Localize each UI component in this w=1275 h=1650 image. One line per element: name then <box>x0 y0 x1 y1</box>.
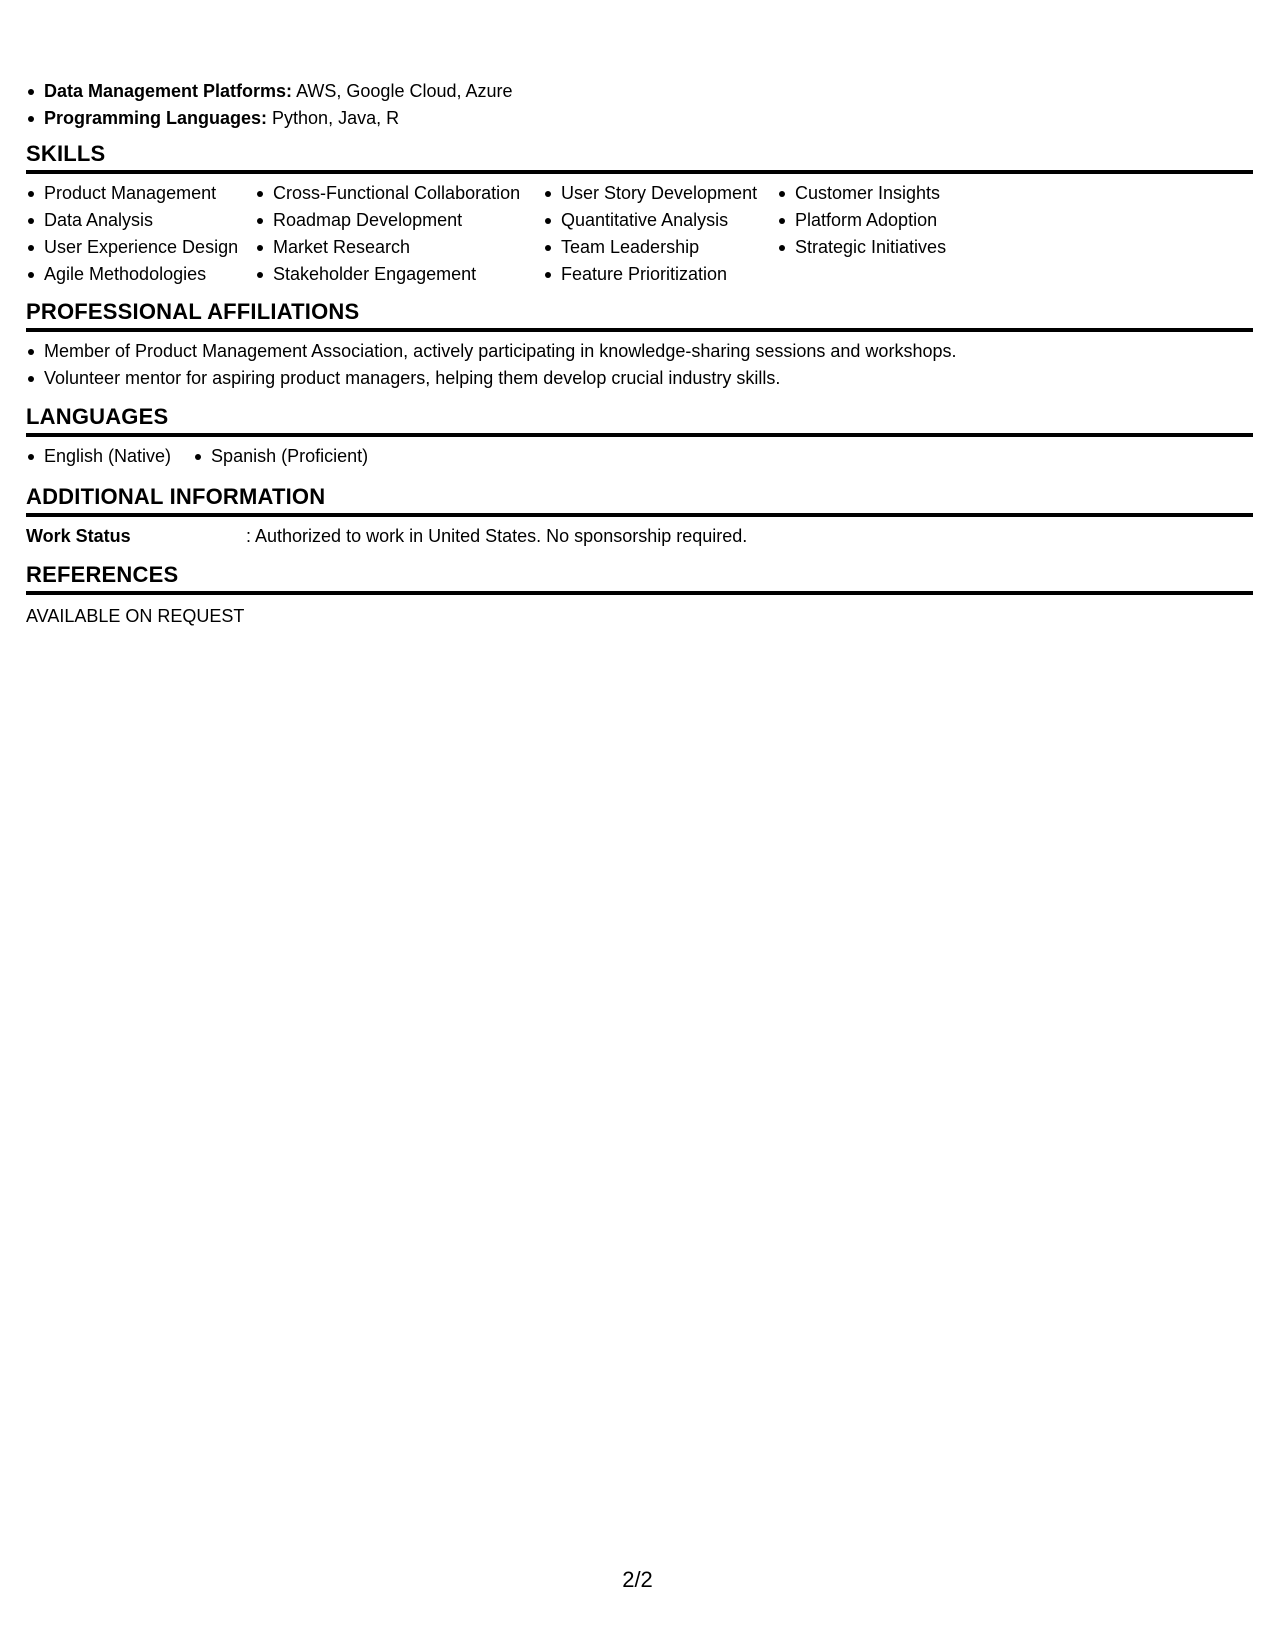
skill-item: Quantitative Analysis <box>543 207 757 234</box>
section-title: LANGUAGES <box>26 404 169 429</box>
section-title: SKILLS <box>26 141 106 166</box>
skill-item: Cross-Functional Collaboration <box>255 180 520 207</box>
section-divider <box>26 513 1253 517</box>
section-title: REFERENCES <box>26 562 179 587</box>
skill-item: User Experience Design <box>26 234 238 261</box>
work-status-label: Work Status <box>26 526 131 546</box>
skills-section <box>26 140 1253 284</box>
tech-value: AWS, Google Cloud, Azure <box>292 81 513 101</box>
affiliations-list <box>26 338 1253 392</box>
section-title: ADDITIONAL INFORMATION <box>26 484 326 509</box>
skill-item: Data Analysis <box>26 207 238 234</box>
skills-column <box>543 180 757 288</box>
skills-column <box>255 180 520 288</box>
references-section <box>26 561 1253 630</box>
affiliations-section <box>26 298 1253 392</box>
section-title: PROFESSIONAL AFFILIATIONS <box>26 299 360 324</box>
language-item: English (Native) <box>26 443 171 470</box>
skill-item: Roadmap Development <box>255 207 520 234</box>
section-divider <box>26 433 1253 437</box>
work-status-value: : Authorized to work in United States. No sponsorship required. <box>246 526 748 546</box>
page-number: 2/2 <box>622 1567 653 1592</box>
section-divider <box>26 328 1253 332</box>
additional-info-section <box>26 483 1253 550</box>
skill-item: Agile Methodologies <box>26 261 238 288</box>
tech-value: Python, Java, R <box>267 108 400 128</box>
language-item: Spanish (Proficient) <box>193 443 368 470</box>
references-text: AVAILABLE ON REQUEST <box>26 606 245 626</box>
skills-column <box>777 180 946 261</box>
skill-item: Product Management <box>26 180 238 207</box>
languages-section <box>26 403 1253 470</box>
skills-grid <box>26 174 1253 284</box>
tech-label: Data Management Platforms: <box>44 81 293 101</box>
skill-item: Market Research <box>255 234 520 261</box>
list-item: Volunteer mentor for aspiring product managers, helping them develop crucial industry skills. <box>26 365 1253 392</box>
skill-item: Customer Insights <box>777 180 946 207</box>
tech-label: Programming Languages: <box>44 108 268 128</box>
skill-item: Platform Adoption <box>777 207 946 234</box>
skill-item: Stakeholder Engagement <box>255 261 520 288</box>
skill-item: Team Leadership <box>543 234 757 261</box>
skill-item: User Story Development <box>543 180 757 207</box>
list-item: Member of Product Management Association, actively participating in knowledge-sharing sessions and workshops. <box>26 338 1253 365</box>
section-divider <box>26 591 1253 595</box>
skill-item: Feature Prioritization <box>543 261 757 288</box>
work-status-row <box>26 523 1253 550</box>
list-item <box>26 78 513 105</box>
skills-column <box>26 180 238 288</box>
skill-item: Strategic Initiatives <box>777 234 946 261</box>
languages-list <box>26 443 1253 470</box>
list-item <box>26 105 513 132</box>
technical-skills-list <box>26 78 513 132</box>
